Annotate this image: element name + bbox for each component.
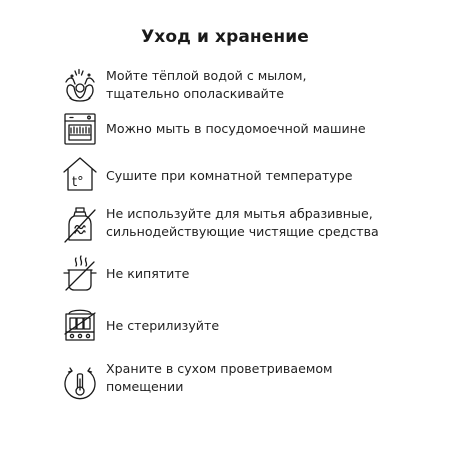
- no-abrasive-cleaner-icon: [62, 206, 98, 244]
- care-text-line: Сушите при комнатной температуре: [106, 168, 353, 183]
- temperature-label: t°: [72, 175, 84, 190]
- care-item-text: [106, 360, 436, 396]
- care-item-text: [106, 205, 436, 241]
- dry-ventilated-storage-icon: [62, 365, 98, 403]
- care-text-line: помещении: [106, 379, 184, 394]
- care-text-line: Не кипятите: [106, 266, 190, 281]
- house-temperature-icon: [62, 155, 98, 193]
- no-sterilizer-icon: [62, 305, 98, 343]
- care-item-text: [106, 265, 436, 283]
- care-item-text: [106, 167, 436, 185]
- care-item-text: [106, 317, 436, 335]
- care-text-line: тщательно ополаскивайте: [106, 86, 284, 101]
- no-boiling-icon: [62, 255, 98, 293]
- care-item-text: [106, 67, 436, 103]
- care-text-line: Можно мыть в посудомоечной машине: [106, 121, 366, 136]
- care-text-line: сильнодействующие чистящие средства: [106, 224, 379, 239]
- dishwasher-icon: [62, 110, 98, 148]
- care-text-line: Не стерилизуйте: [106, 318, 220, 333]
- care-text-line: Храните в сухом проветриваемом: [106, 361, 333, 376]
- care-text-line: Мойте тёплой водой с мылом,: [106, 68, 307, 83]
- hand-wash-icon: [62, 68, 98, 106]
- care-text-line: Не используйте для мытья абразивные,: [106, 206, 373, 221]
- care-item-text: [106, 120, 436, 138]
- page-title: Уход и хранение: [141, 27, 309, 47]
